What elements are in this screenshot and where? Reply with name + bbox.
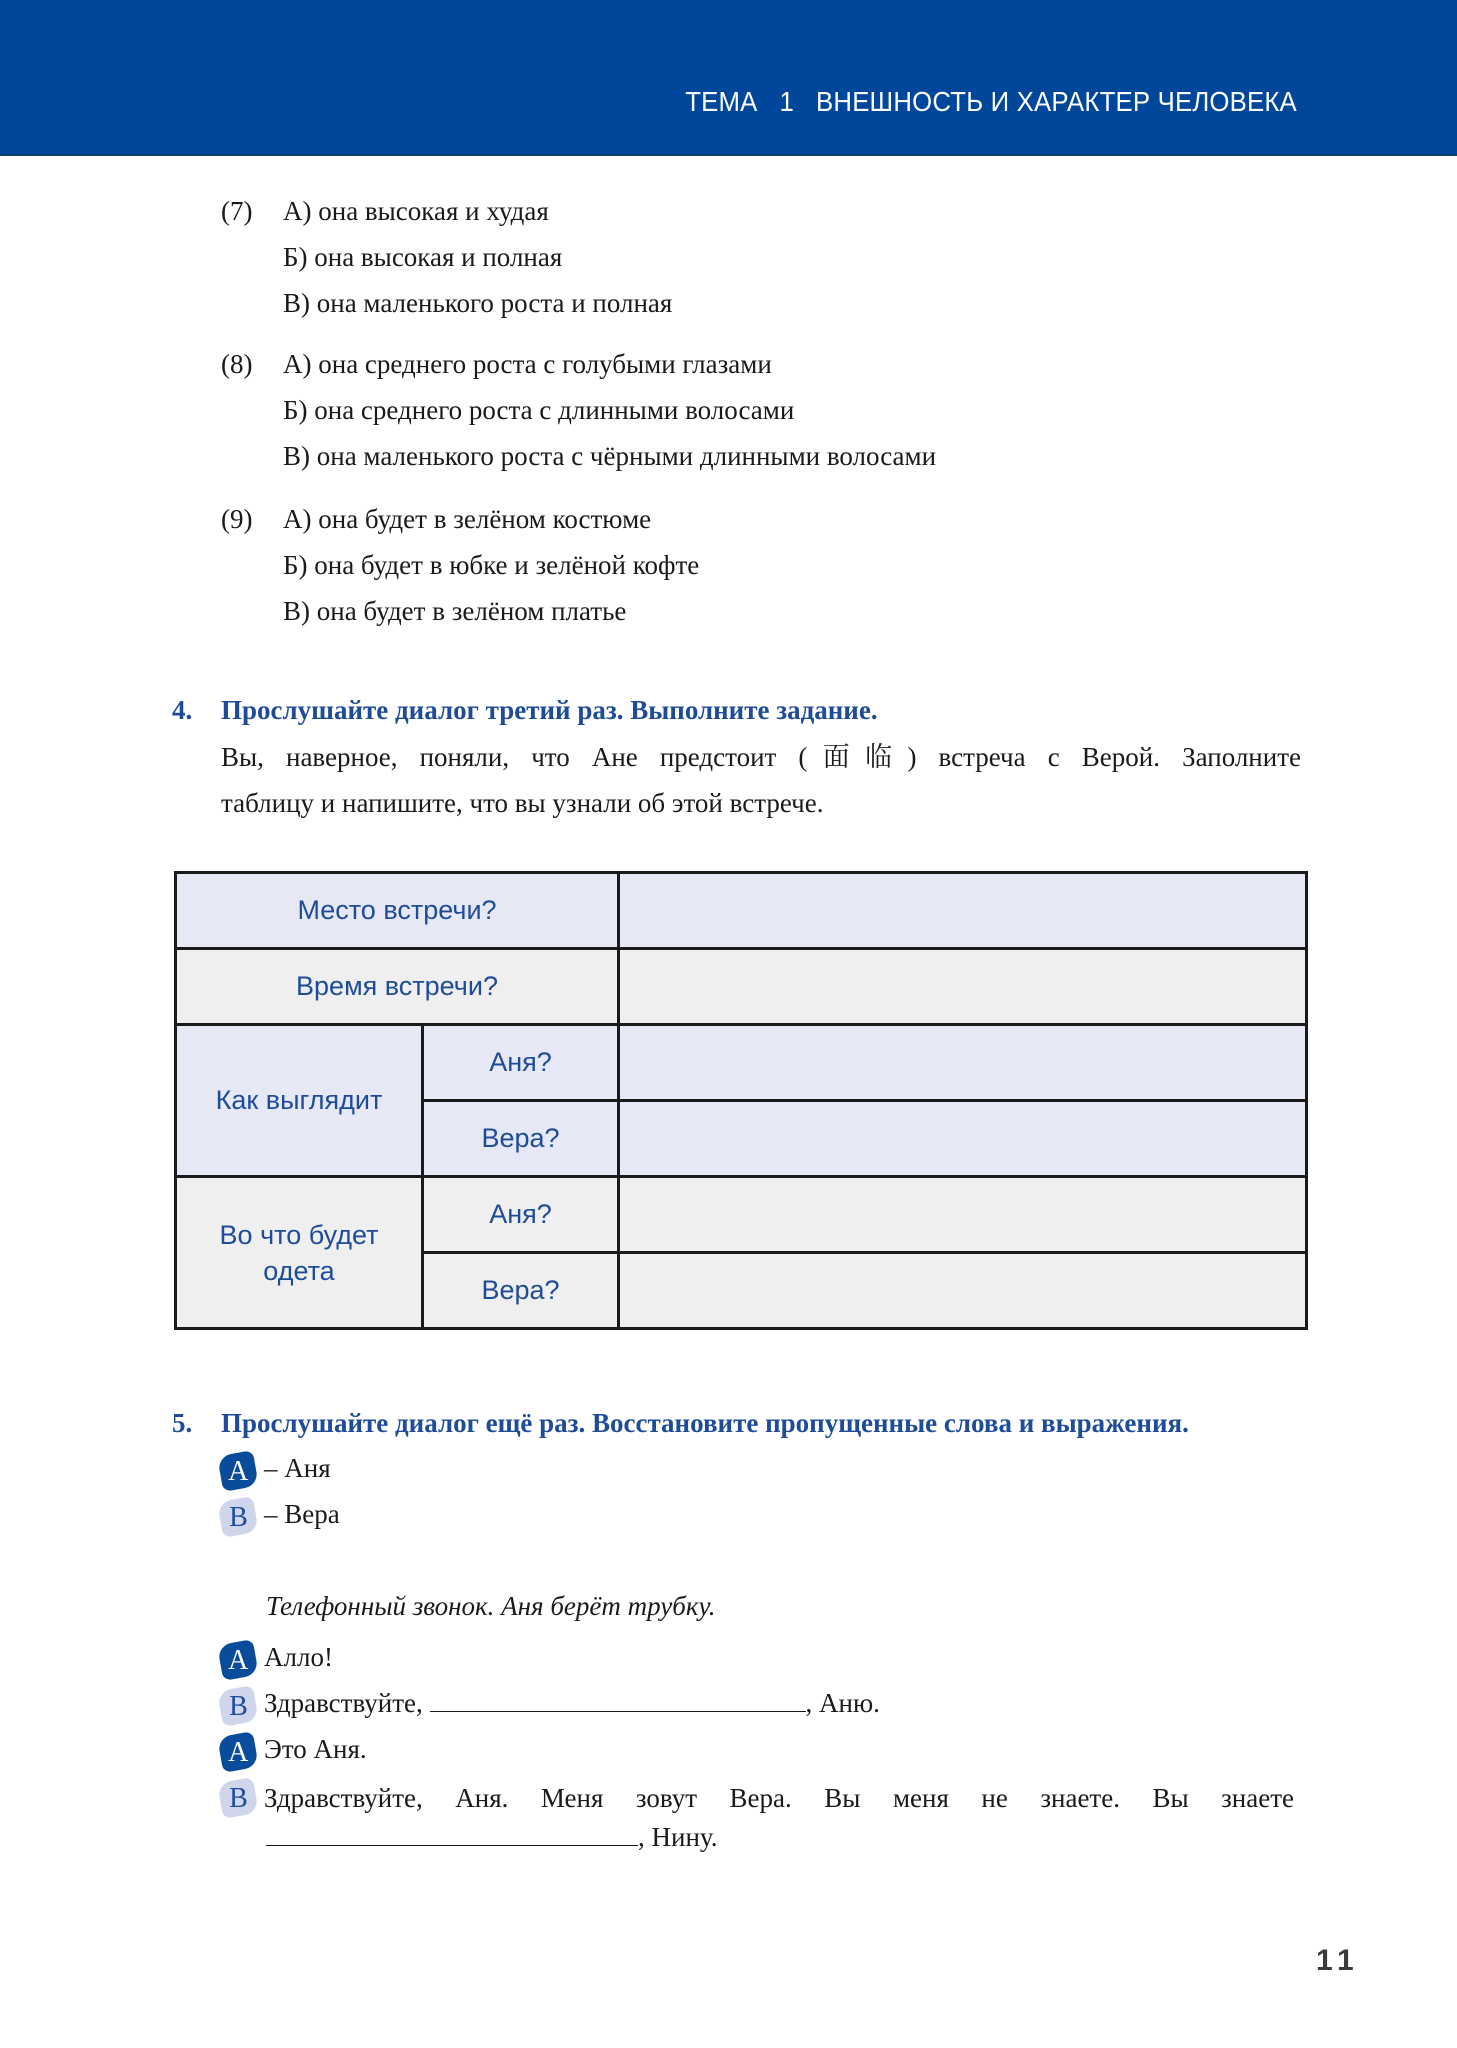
- task-4-heading: [172, 695, 878, 726]
- dialogue-line: [220, 1634, 333, 1680]
- dialogue-line: [220, 1680, 880, 1726]
- speaker-a-icon: А: [217, 1731, 259, 1773]
- group-label-dressed: [176, 1177, 423, 1329]
- task-instruction: Прослушайте диалог ещё раз. Восстановите пропущенные слова и выражения.: [221, 1408, 1189, 1438]
- legend-label: – Аня: [264, 1453, 331, 1484]
- chapter-title: ТЕМА 1 ВНЕШНОСТЬ И ХАРАКТЕР ЧЕЛОВЕКА: [685, 86, 1297, 117]
- line-text-after: , Аню.: [805, 1688, 880, 1718]
- speaker-b-icon: В: [217, 1685, 259, 1727]
- row-label-time: Время встречи?: [176, 949, 619, 1025]
- speaker-b-icon: В: [217, 1777, 259, 1819]
- stage-direction: Телефонный звонок. Аня берёт трубку.: [266, 1591, 716, 1621]
- fill-in-blank[interactable]: [266, 1819, 638, 1846]
- task-4-description: [221, 734, 1301, 826]
- line-text-after: , Нину.: [638, 1822, 718, 1852]
- option-a: А) она высокая и худая: [283, 196, 549, 226]
- option-c: В) она маленького роста с чёрными длинными волосами: [283, 441, 937, 471]
- table-row: [176, 873, 1307, 949]
- option-b: Б) она будет в юбке и зелёной кофте: [283, 550, 700, 580]
- sub-label-anya: Аня?: [423, 1025, 619, 1101]
- answer-cell-time[interactable]: [619, 949, 1307, 1025]
- answer-cell-dressed-vera[interactable]: [619, 1253, 1307, 1329]
- line-text: Это Аня.: [264, 1734, 367, 1764]
- task-instruction: Прослушайте диалог третий раз. Выполните задание.: [221, 695, 878, 725]
- option-c: В) она маленького роста и полная: [283, 288, 673, 318]
- sub-label-vera: Вера?: [423, 1253, 619, 1329]
- answer-cell-place[interactable]: [619, 873, 1307, 949]
- table-row: [176, 1177, 1307, 1253]
- sub-label-anya: Аня?: [423, 1177, 619, 1253]
- option-a: А) она среднего роста с голубыми глазами: [283, 349, 772, 379]
- question-number: (7): [221, 196, 253, 226]
- description-line-1: Вы, наверное, поняли, что Ане предстоит (面临) встреча с Верой. Заполните: [221, 742, 1301, 772]
- answer-cell-looks-vera[interactable]: [619, 1101, 1307, 1177]
- option-c: В) она будет в зелёном платье: [283, 596, 627, 626]
- speaker-b-icon: В: [217, 1496, 259, 1538]
- row-label-place: Место встречи?: [176, 873, 619, 949]
- option-b: Б) она высокая и полная: [283, 242, 563, 272]
- task-number: 5.: [172, 1408, 193, 1438]
- dialogue-line: [220, 1726, 367, 1772]
- group-label-looks: Как выглядит: [176, 1025, 423, 1177]
- chapter-header-band: [0, 0, 1457, 156]
- sub-label-vera: Вера?: [423, 1101, 619, 1177]
- line-text-before: Здравствуйте,: [264, 1688, 430, 1718]
- answer-cell-looks-anya[interactable]: [619, 1025, 1307, 1101]
- description-line-2: таблицу и напишите, что вы узнали об этой встрече.: [221, 788, 824, 818]
- question-number: (8): [221, 349, 253, 379]
- task-number: 4.: [172, 695, 193, 725]
- option-b: Б) она среднего роста с длинными волосами: [283, 395, 795, 425]
- table-row: [176, 949, 1307, 1025]
- dialogue-line-continuation: [266, 1814, 717, 1860]
- fill-in-blank[interactable]: [430, 1685, 806, 1712]
- table-row: [176, 1025, 1307, 1101]
- speaker-a-icon: А: [217, 1639, 259, 1681]
- group-label-dressed-text: Во что будет одета: [219, 1219, 379, 1286]
- legend-label: – Вера: [264, 1499, 340, 1530]
- task-5-heading: [172, 1408, 1189, 1439]
- answer-cell-dressed-anya[interactable]: [619, 1177, 1307, 1253]
- option-a: А) она будет в зелёном костюме: [283, 504, 652, 534]
- meeting-info-table: [174, 871, 1308, 1330]
- line-text: Алло!: [264, 1642, 333, 1672]
- line-text: Здравствуйте, Аня. Меня зовут Вера. Вы меня не знаете. Вы знаете: [264, 1782, 1294, 1813]
- speaker-a-icon: А: [217, 1450, 259, 1492]
- legend-vera: [220, 1499, 340, 1535]
- page-number: 11: [1316, 1944, 1360, 1977]
- legend-anya: [220, 1453, 331, 1489]
- question-number: (9): [221, 504, 253, 534]
